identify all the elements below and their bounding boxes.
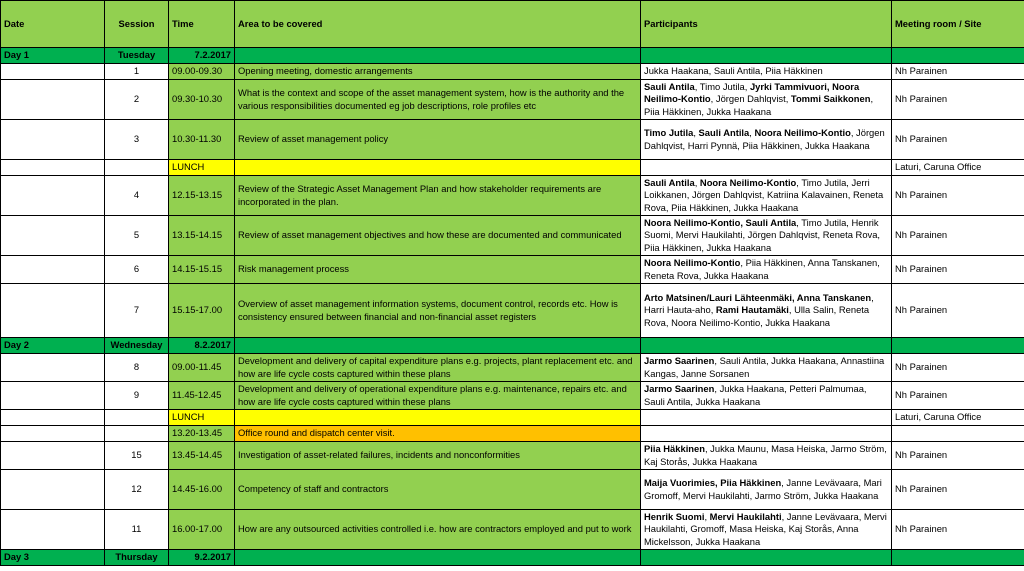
room-cell: Nh Parainen: [892, 284, 1024, 338]
area-cell: Office round and dispatch center visit.: [235, 426, 641, 442]
participant-bold: Noora Neilimo-Kontio: [699, 176, 797, 188]
participants-text: , Ulla Salin, Reneta Rova, Noora Neilimo-Kontio, Jukka Haakana: [644, 304, 870, 328]
participants-cell: [641, 284, 892, 338]
participants-cell: [641, 120, 892, 160]
lunch-row: [1, 410, 1024, 426]
area-cell: Development and delivery of operational expenditure plans e.g. maintenance, repairs etc. and how are life cycle costs captured within these plans: [235, 382, 641, 410]
header-session: Session: [105, 1, 169, 48]
session-number: 3: [105, 120, 169, 160]
header-time: Time: [169, 1, 235, 48]
day-weekday: Thursday: [105, 550, 169, 566]
session-number: 7: [105, 284, 169, 338]
participants-text: , Piia Häkkinen, Anna Tanskanen, Reneta Rova, Jukka Haakana: [644, 257, 880, 281]
table-row: [1, 470, 1024, 510]
room-cell: Nh Parainen: [892, 382, 1024, 410]
session-number: 4: [105, 176, 169, 216]
participant-bold: Noora Neilimo-Kontio, Sauli Antila: [644, 216, 797, 228]
participant-bold: Sauli Antila: [698, 127, 750, 138]
area-cell: Development and delivery of capital expenditure plans e.g. projects, plant replacement etc. and how are life cycle costs captured within these plans: [235, 354, 641, 382]
time-cell: 11.45-12.45: [169, 382, 235, 410]
participants-text: , Piia Häkkinen, Jukka Haakana: [644, 93, 874, 117]
room-cell: Nh Parainen: [892, 80, 1024, 120]
area-cell: Risk management process: [235, 256, 641, 284]
participants-text: ,: [749, 127, 755, 138]
table-row: [1, 284, 1024, 338]
participants-text: , Jukka Haakana, Petteri Palmumaa, Sauli Antila, Jukka Haakana: [644, 383, 867, 407]
area-cell: Review of asset management objectives and how these are documented and communicated: [235, 216, 641, 256]
table-row: [1, 382, 1024, 410]
area-cell: Investigation of asset-related failures, incidents and nonconformities: [235, 442, 641, 470]
participant-bold: Henrik Suomi: [644, 510, 705, 522]
participants-text: , Jörgen Dahlqvist, Harri Pynnä, Piia Häkkinen, Jukka Haakana: [644, 127, 885, 151]
participants-text: ,: [704, 510, 710, 522]
day-date: 9.2.2017: [169, 550, 235, 566]
participants-cell: [641, 510, 892, 550]
participant-bold: Timo Jutila: [644, 127, 694, 138]
room-cell: Nh Parainen: [892, 120, 1024, 160]
participants-cell: [641, 470, 892, 510]
participants-text: , Timo Jutila, Henrik Suomi, Mervi Haukilahti, Jörgen Dahlqvist, Reneta Rova, Piia Häkkinen, Jukka Haakana: [644, 216, 881, 253]
room-cell: Laturi, Caruna Office: [892, 160, 1024, 176]
participants-cell: [641, 382, 892, 410]
participant-bold: Mervi Haukilahti: [709, 510, 782, 522]
room-cell: Nh Parainen: [892, 176, 1024, 216]
header-area: Area to be covered: [235, 1, 641, 48]
table-row: [1, 216, 1024, 256]
room-cell: Nh Parainen: [892, 470, 1024, 510]
room-cell: Laturi, Caruna Office: [892, 410, 1024, 426]
table-row: [1, 256, 1024, 284]
day-date: 7.2.2017: [169, 48, 235, 64]
participants-cell: [641, 256, 892, 284]
time-cell: 12.15-13.15: [169, 176, 235, 216]
room-cell: Nh Parainen: [892, 256, 1024, 284]
participant-bold: Sauli Antila: [644, 176, 695, 188]
time-cell: 16.00-17.00: [169, 510, 235, 550]
table-row: [1, 80, 1024, 120]
participants-text: , Janne Levävaara, Mervi Haukilahti, Gromoff, Masa Heiska, Kaj Storås, Anna Mickelsson, Jukka Haakana: [644, 510, 887, 547]
time-cell: 13.20-13.45: [169, 426, 235, 442]
day-date: 8.2.2017: [169, 338, 235, 354]
room-cell: Nh Parainen: [892, 216, 1024, 256]
area-cell: Review of asset management policy: [235, 120, 641, 160]
area-cell: How are any outsourced activities controlled i.e. how are contractors employed and put to work: [235, 510, 641, 550]
area-cell: What is the context and scope of the asset management system, how is the authority and the various responsibilities documented eg job descriptions, role profiles etc: [235, 80, 641, 120]
table-row: [1, 64, 1024, 80]
header-participants: Participants: [641, 1, 892, 48]
area-cell: Overview of asset management information systems, document control, records etc. How is consistency ensured between financial and non-financial asset registers: [235, 284, 641, 338]
participant-bold: Arto Matsinen/Lauri Lähteenmäki, Anna Tanskanen: [644, 291, 872, 303]
participants-cell: [641, 442, 892, 470]
session-number: 6: [105, 256, 169, 284]
time-cell: 13.15-14.15: [169, 216, 235, 256]
participant-bold: Rami Hautamäki: [715, 304, 789, 316]
time-cell: 09.00-09.30: [169, 64, 235, 80]
participants-text: , Janne Levävaara, Mari Gromoff, Mervi Haukilahti, Jarmo Ström, Jukka Haakana: [644, 477, 882, 501]
participants-cell: [641, 80, 892, 120]
participants-cell: [641, 176, 892, 216]
participants-text: ,: [693, 127, 699, 138]
room-cell: Nh Parainen: [892, 354, 1024, 382]
participant-bold: Tommi Saikkonen: [790, 93, 871, 105]
time-cell: 10.30-11.30: [169, 120, 235, 160]
participant-bold: Piia Häkkinen: [644, 443, 705, 454]
day-row-1: [1, 48, 1024, 64]
participants-text: , Harri Hauta-aho,: [644, 291, 874, 316]
participant-bold: Noora Neilimo-Kontio: [644, 257, 741, 268]
participants-text: , Jukka Maunu, Masa Heiska, Jarmo Ström, Kaj Storås, Jukka Haakana: [644, 443, 887, 467]
day-label: Day 1: [1, 48, 105, 64]
session-number: 9: [105, 382, 169, 410]
participants-cell: [641, 216, 892, 256]
participants-text: , Sauli Antila, Jukka Haakana, Annastiina Kangas, Janne Sorsanen: [644, 355, 885, 379]
participant-bold: Jarmo Saarinen: [644, 383, 715, 394]
time-cell: 09.00-11.45: [169, 354, 235, 382]
session-number: 1: [105, 64, 169, 80]
participants-text: , Timo Jutila,: [694, 80, 750, 92]
table-row: [1, 442, 1024, 470]
area-cell: Review of the Strategic Asset Management Plan and how stakeholder requirements are incorporated in the plan.: [235, 176, 641, 216]
time-cell: 09.30-10.30: [169, 80, 235, 120]
participants-text: Jukka Haakana, Sauli Antila, Piia Häkkinen: [644, 65, 823, 77]
header-room: Meeting room / Site: [892, 1, 1024, 48]
session-number: 5: [105, 216, 169, 256]
participants-text: ,: [694, 176, 700, 188]
time-cell: 15.15-17.00: [169, 284, 235, 338]
table-row: [1, 354, 1024, 382]
day-weekday: Wednesday: [105, 338, 169, 354]
header-row: [1, 1, 1024, 48]
room-cell: Nh Parainen: [892, 510, 1024, 550]
participant-bold: Maija Vuorimies, Piia Häkkinen: [644, 477, 782, 488]
participants-cell: [641, 64, 892, 80]
table-row: [1, 510, 1024, 550]
header-date: Date: [1, 1, 105, 48]
day-row-2: [1, 338, 1024, 354]
session-number: 8: [105, 354, 169, 382]
participant-bold: Jarmo Saarinen: [644, 355, 715, 366]
table-row: [1, 120, 1024, 160]
participants-text: , Jörgen Dahlqvist,: [710, 93, 791, 105]
time-cell: 13.45-14.45: [169, 442, 235, 470]
lunch-label: LUNCH: [169, 410, 235, 426]
lunch-row: [1, 160, 1024, 176]
area-cell: Opening meeting, domestic arrangements: [235, 64, 641, 80]
participants-text: , Timo Jutila, Jerri Loikkanen, Jörgen Dahlqvist, Katriina Kalavainen, Reneta Rova, Piia Häkkinen, Jukka Haakana: [644, 176, 884, 213]
participants-cell: [641, 354, 892, 382]
room-cell: Nh Parainen: [892, 442, 1024, 470]
table-row: [1, 176, 1024, 216]
session-number: 2: [105, 80, 169, 120]
lunch-label: LUNCH: [169, 160, 235, 176]
area-cell: Competency of staff and contractors: [235, 470, 641, 510]
day-label: Day 2: [1, 338, 105, 354]
session-number: 12: [105, 470, 169, 510]
participant-bold: Sauli Antila: [644, 80, 695, 92]
room-cell: Nh Parainen: [892, 64, 1024, 80]
session-number: 15: [105, 442, 169, 470]
day-row-3: [1, 550, 1024, 566]
time-cell: 14.45-16.00: [169, 470, 235, 510]
session-number: 11: [105, 510, 169, 550]
time-cell: 14.15-15.15: [169, 256, 235, 284]
participant-bold: Noora Neilimo-Kontio: [754, 127, 851, 138]
day-label: Day 3: [1, 550, 105, 566]
day-weekday: Tuesday: [105, 48, 169, 64]
office-row: [1, 426, 1024, 442]
participant-bold: Jyrki Tammivuori, Noora Neilimo-Kontio: [644, 80, 860, 105]
